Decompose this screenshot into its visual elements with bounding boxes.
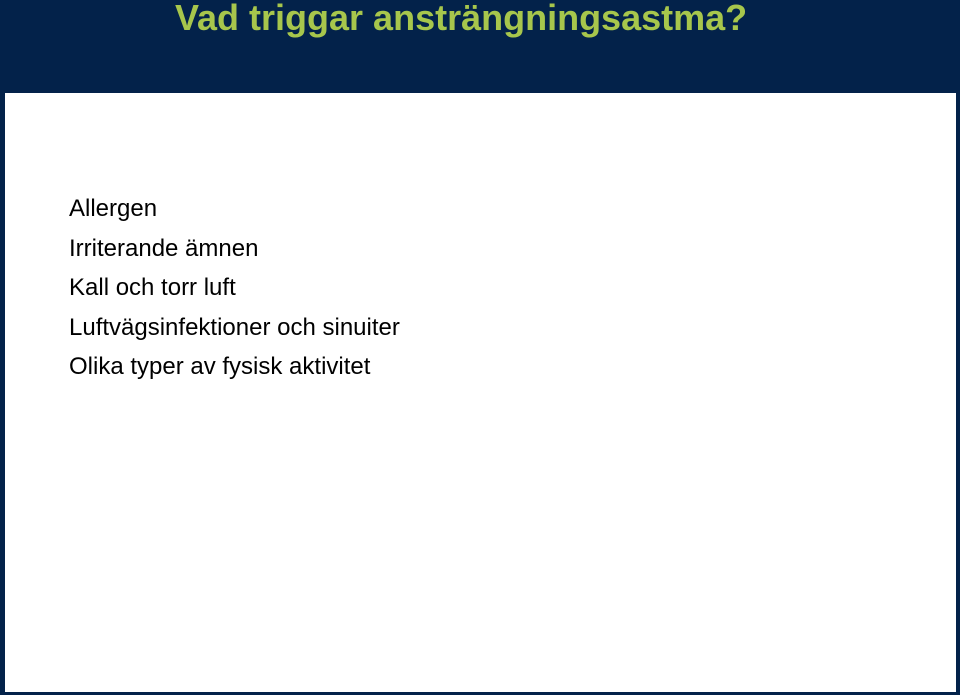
content-panel [5,93,956,692]
list-item: Olika typer av fysisk aktivitet [69,353,371,380]
list-item: Luftvägsinfektioner och sinuiter [69,313,400,341]
list-item: Irriterande ämnen [69,234,259,262]
list-item: Kall och torr luft [69,274,236,301]
trigger-list [69,189,400,387]
slide-title: Vad triggar ansträngningsastma? [175,0,748,38]
list-item: Allergen [69,195,158,222]
